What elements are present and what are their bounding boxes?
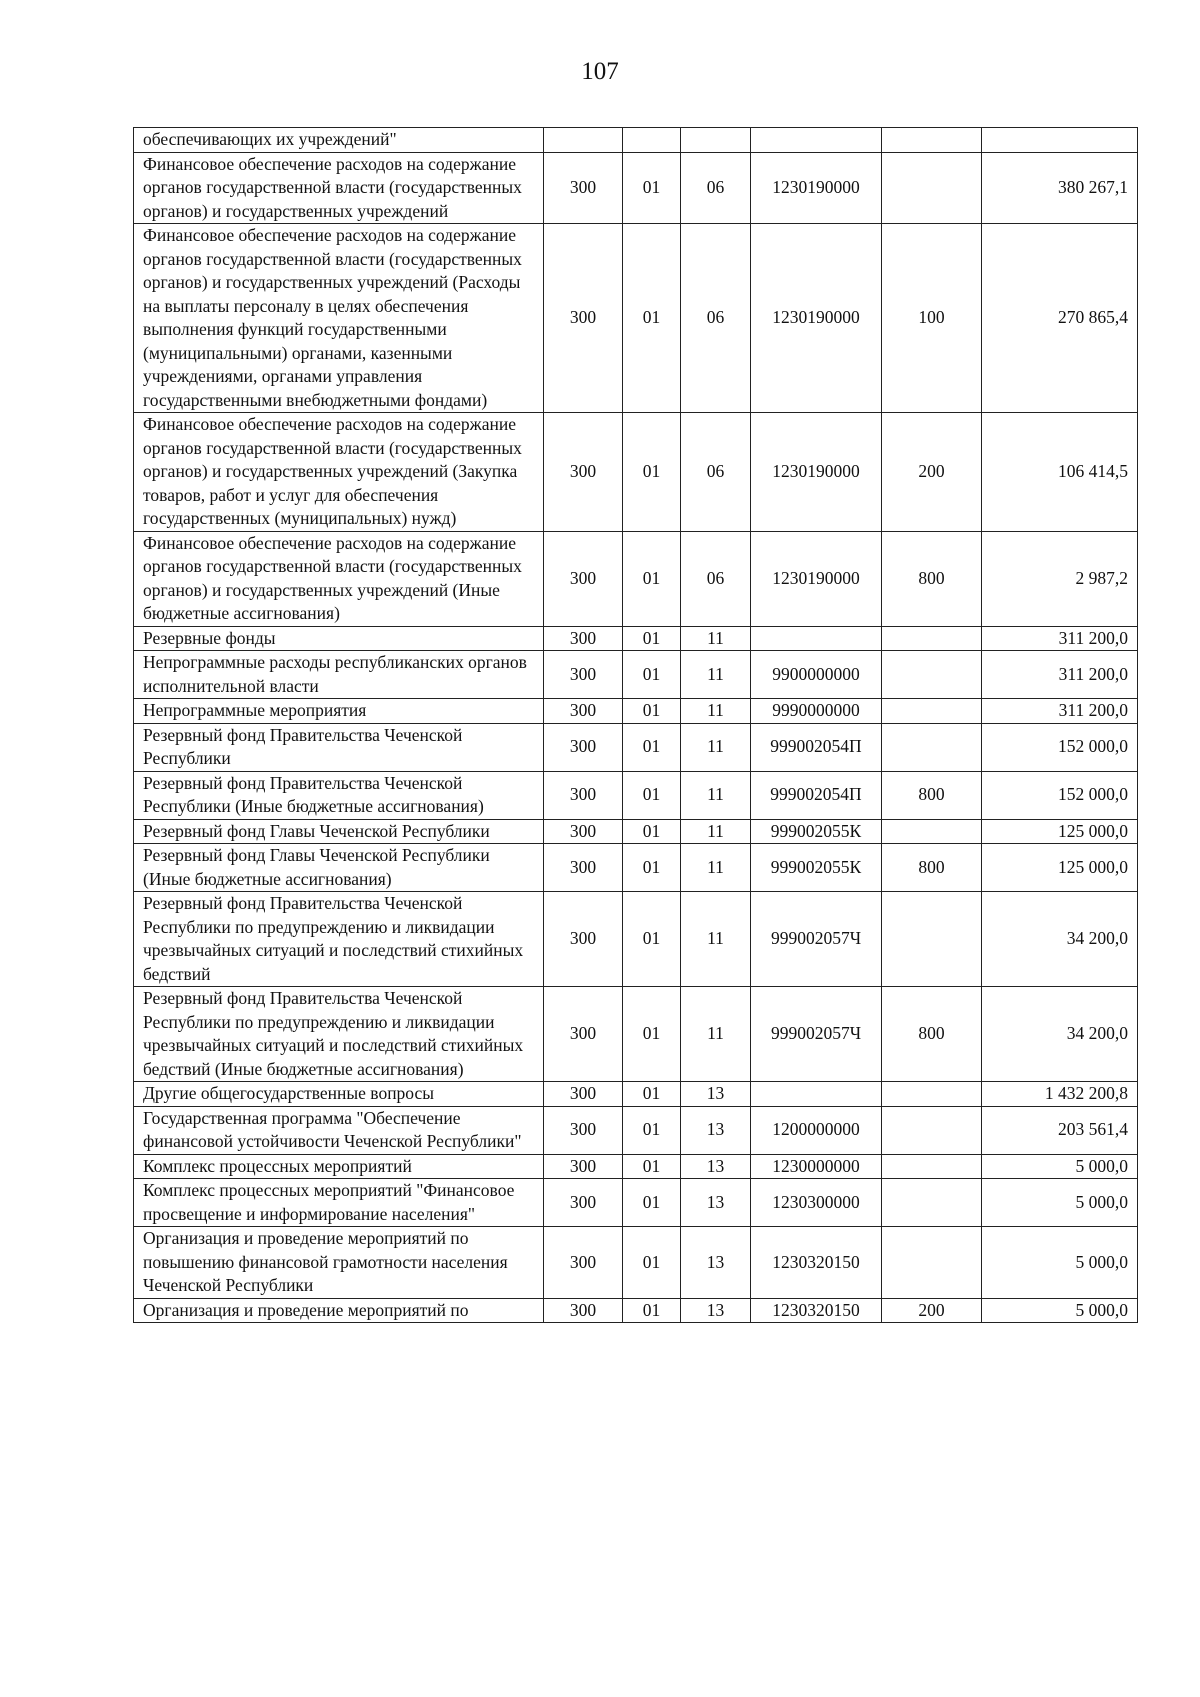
row-subsection: 11 bbox=[681, 699, 751, 724]
row-section: 01 bbox=[623, 1154, 681, 1179]
row-name: Финансовое обеспечение расходов на содержание органов государственной власти (государственных органов) и государственных учреждений (Закупка товаров, работ и услуг для обеспечения государственных (муниципальных) нужд) bbox=[134, 413, 544, 532]
row-target: 1230190000 bbox=[751, 413, 882, 532]
row-amount: 203 561,4 bbox=[982, 1106, 1138, 1154]
row-ministry: 300 bbox=[544, 651, 623, 699]
row-name: Резервный фонд Главы Чеченской Республики bbox=[134, 819, 544, 844]
row-ministry: 300 bbox=[544, 1179, 623, 1227]
row-amount: 125 000,0 bbox=[982, 844, 1138, 892]
row-type bbox=[882, 723, 982, 771]
row-name: Финансовое обеспечение расходов на содержание органов государственной власти (государственных органов) и государственных учреждений (Расходы на выплаты персоналу в целях обеспечения выполнения функций государственными (муниципальными) органами, казенными учреждениями, органами управления государственными внебюджетными фондами) bbox=[134, 224, 544, 413]
row-name: Резервные фонды bbox=[134, 626, 544, 651]
row-section: 01 bbox=[623, 819, 681, 844]
row-ministry: 300 bbox=[544, 413, 623, 532]
table-row bbox=[134, 1227, 1138, 1299]
row-section bbox=[623, 128, 681, 153]
table-row bbox=[134, 892, 1138, 987]
row-target bbox=[751, 1082, 882, 1107]
table-row bbox=[134, 1179, 1138, 1227]
row-name: Непрограммные мероприятия bbox=[134, 699, 544, 724]
row-name: Организация и проведение мероприятий по bbox=[134, 1298, 544, 1323]
row-target bbox=[751, 626, 882, 651]
table-row bbox=[134, 1082, 1138, 1107]
row-subsection: 11 bbox=[681, 771, 751, 819]
row-section: 01 bbox=[623, 1227, 681, 1299]
row-target: 1230190000 bbox=[751, 224, 882, 413]
row-subsection: 13 bbox=[681, 1179, 751, 1227]
table-row bbox=[134, 413, 1138, 532]
row-name: Резервный фонд Правительства Чеченской Республики (Иные бюджетные ассигнования) bbox=[134, 771, 544, 819]
row-ministry: 300 bbox=[544, 531, 623, 626]
table-row bbox=[134, 819, 1138, 844]
row-subsection: 13 bbox=[681, 1154, 751, 1179]
row-target: 1230300000 bbox=[751, 1179, 882, 1227]
row-name: Резервный фонд Правительства Чеченской Республики по предупреждению и ликвидации чрезвычайных ситуаций и последствий стихийных бедствий bbox=[134, 892, 544, 987]
row-amount bbox=[982, 128, 1138, 153]
row-subsection: 11 bbox=[681, 844, 751, 892]
row-type bbox=[882, 128, 982, 153]
row-section: 01 bbox=[623, 1106, 681, 1154]
row-ministry: 300 bbox=[544, 819, 623, 844]
row-type bbox=[882, 892, 982, 987]
row-ministry: 300 bbox=[544, 1298, 623, 1323]
row-section: 01 bbox=[623, 699, 681, 724]
row-name: Государственная программа "Обеспечение финансовой устойчивости Чеченской Республики" bbox=[134, 1106, 544, 1154]
row-section: 01 bbox=[623, 531, 681, 626]
row-target: 9990000000 bbox=[751, 699, 882, 724]
row-subsection: 13 bbox=[681, 1298, 751, 1323]
row-target: 999002057Ч bbox=[751, 892, 882, 987]
row-section: 01 bbox=[623, 152, 681, 224]
row-subsection: 11 bbox=[681, 626, 751, 651]
row-section: 01 bbox=[623, 651, 681, 699]
row-target: 9900000000 bbox=[751, 651, 882, 699]
row-target: 1230320150 bbox=[751, 1227, 882, 1299]
row-subsection: 11 bbox=[681, 723, 751, 771]
table-row bbox=[134, 626, 1138, 651]
row-subsection: 11 bbox=[681, 987, 751, 1082]
row-type: 200 bbox=[882, 413, 982, 532]
row-target: 1230000000 bbox=[751, 1154, 882, 1179]
table-row bbox=[134, 723, 1138, 771]
row-amount: 380 267,1 bbox=[982, 152, 1138, 224]
row-ministry: 300 bbox=[544, 152, 623, 224]
row-name: Резервный фонд Главы Чеченской Республики (Иные бюджетные ассигнования) bbox=[134, 844, 544, 892]
row-amount: 152 000,0 bbox=[982, 771, 1138, 819]
row-target: 999002057Ч bbox=[751, 987, 882, 1082]
row-type: 800 bbox=[882, 771, 982, 819]
budget-table bbox=[133, 127, 1138, 1323]
row-subsection bbox=[681, 128, 751, 153]
row-type bbox=[882, 1106, 982, 1154]
row-name: Финансовое обеспечение расходов на содержание органов государственной власти (государственных органов) и государственных учреждений bbox=[134, 152, 544, 224]
row-ministry: 300 bbox=[544, 1082, 623, 1107]
row-ministry: 300 bbox=[544, 771, 623, 819]
row-target bbox=[751, 128, 882, 153]
row-amount: 106 414,5 bbox=[982, 413, 1138, 532]
table-row bbox=[134, 651, 1138, 699]
row-type bbox=[882, 651, 982, 699]
row-name: Другие общегосударственные вопросы bbox=[134, 1082, 544, 1107]
row-target: 999002055К bbox=[751, 844, 882, 892]
row-name: Комплекс процессных мероприятий bbox=[134, 1154, 544, 1179]
row-name: Резервный фонд Правительства Чеченской Республики по предупреждению и ликвидации чрезвычайных ситуаций и последствий стихийных бедствий (Иные бюджетные ассигнования) bbox=[134, 987, 544, 1082]
budget-table-body bbox=[134, 128, 1138, 1323]
row-amount: 2 987,2 bbox=[982, 531, 1138, 626]
row-subsection: 06 bbox=[681, 531, 751, 626]
table-row bbox=[134, 128, 1138, 153]
row-amount: 152 000,0 bbox=[982, 723, 1138, 771]
row-ministry: 300 bbox=[544, 1106, 623, 1154]
row-target: 999002054П bbox=[751, 771, 882, 819]
row-subsection: 06 bbox=[681, 224, 751, 413]
table-row bbox=[134, 224, 1138, 413]
row-ministry: 300 bbox=[544, 626, 623, 651]
row-name: обеспечивающих их учреждений" bbox=[134, 128, 544, 153]
row-type bbox=[882, 699, 982, 724]
table-row bbox=[134, 987, 1138, 1082]
row-subsection: 13 bbox=[681, 1227, 751, 1299]
row-amount: 5 000,0 bbox=[982, 1298, 1138, 1323]
row-amount: 1 432 200,8 bbox=[982, 1082, 1138, 1107]
row-amount: 5 000,0 bbox=[982, 1227, 1138, 1299]
row-section: 01 bbox=[623, 626, 681, 651]
row-section: 01 bbox=[623, 892, 681, 987]
row-ministry: 300 bbox=[544, 224, 623, 413]
row-target: 1230190000 bbox=[751, 152, 882, 224]
row-amount: 125 000,0 bbox=[982, 819, 1138, 844]
row-type: 800 bbox=[882, 987, 982, 1082]
row-subsection: 11 bbox=[681, 819, 751, 844]
table-row bbox=[134, 771, 1138, 819]
row-name: Резервный фонд Правительства Чеченской Республики bbox=[134, 723, 544, 771]
row-type bbox=[882, 626, 982, 651]
row-amount: 5 000,0 bbox=[982, 1154, 1138, 1179]
row-ministry: 300 bbox=[544, 987, 623, 1082]
row-name: Организация и проведение мероприятий по повышению финансовой грамотности населения Чеченской Республики bbox=[134, 1227, 544, 1299]
row-target: 1230190000 bbox=[751, 531, 882, 626]
row-ministry bbox=[544, 128, 623, 153]
row-section: 01 bbox=[623, 413, 681, 532]
table-row bbox=[134, 531, 1138, 626]
row-type bbox=[882, 1179, 982, 1227]
table-row bbox=[134, 1154, 1138, 1179]
row-type bbox=[882, 1082, 982, 1107]
row-type: 200 bbox=[882, 1298, 982, 1323]
row-amount: 270 865,4 bbox=[982, 224, 1138, 413]
row-ministry: 300 bbox=[544, 1154, 623, 1179]
row-type: 800 bbox=[882, 531, 982, 626]
row-target: 1230320150 bbox=[751, 1298, 882, 1323]
row-amount: 311 200,0 bbox=[982, 626, 1138, 651]
row-amount: 34 200,0 bbox=[982, 892, 1138, 987]
row-section: 01 bbox=[623, 771, 681, 819]
row-amount: 34 200,0 bbox=[982, 987, 1138, 1082]
row-type: 100 bbox=[882, 224, 982, 413]
table-row bbox=[134, 1298, 1138, 1323]
row-amount: 5 000,0 bbox=[982, 1179, 1138, 1227]
row-section: 01 bbox=[623, 723, 681, 771]
row-subsection: 13 bbox=[681, 1106, 751, 1154]
table-row bbox=[134, 152, 1138, 224]
row-subsection: 13 bbox=[681, 1082, 751, 1107]
row-name: Непрограммные расходы республиканских органов исполнительной власти bbox=[134, 651, 544, 699]
row-ministry: 300 bbox=[544, 699, 623, 724]
row-type bbox=[882, 819, 982, 844]
row-ministry: 300 bbox=[544, 1227, 623, 1299]
row-subsection: 06 bbox=[681, 413, 751, 532]
row-target: 999002055К bbox=[751, 819, 882, 844]
row-type bbox=[882, 1227, 982, 1299]
row-section: 01 bbox=[623, 224, 681, 413]
row-section: 01 bbox=[623, 844, 681, 892]
row-section: 01 bbox=[623, 1082, 681, 1107]
row-target: 999002054П bbox=[751, 723, 882, 771]
row-target: 1200000000 bbox=[751, 1106, 882, 1154]
row-subsection: 06 bbox=[681, 152, 751, 224]
row-name: Финансовое обеспечение расходов на содержание органов государственной власти (государственных органов) и государственных учреждений (Иные бюджетные ассигнования) bbox=[134, 531, 544, 626]
row-section: 01 bbox=[623, 987, 681, 1082]
row-ministry: 300 bbox=[544, 892, 623, 987]
table-row bbox=[134, 1106, 1138, 1154]
row-subsection: 11 bbox=[681, 892, 751, 987]
row-ministry: 300 bbox=[544, 844, 623, 892]
row-section: 01 bbox=[623, 1179, 681, 1227]
row-section: 01 bbox=[623, 1298, 681, 1323]
row-amount: 311 200,0 bbox=[982, 699, 1138, 724]
row-type: 800 bbox=[882, 844, 982, 892]
table-row bbox=[134, 844, 1138, 892]
row-type bbox=[882, 152, 982, 224]
table-row bbox=[134, 699, 1138, 724]
row-name: Комплекс процессных мероприятий "Финансовое просвещение и информирование населения" bbox=[134, 1179, 544, 1227]
row-ministry: 300 bbox=[544, 723, 623, 771]
row-type bbox=[882, 1154, 982, 1179]
row-amount: 311 200,0 bbox=[982, 651, 1138, 699]
row-subsection: 11 bbox=[681, 651, 751, 699]
page-number: 107 bbox=[581, 58, 619, 85]
